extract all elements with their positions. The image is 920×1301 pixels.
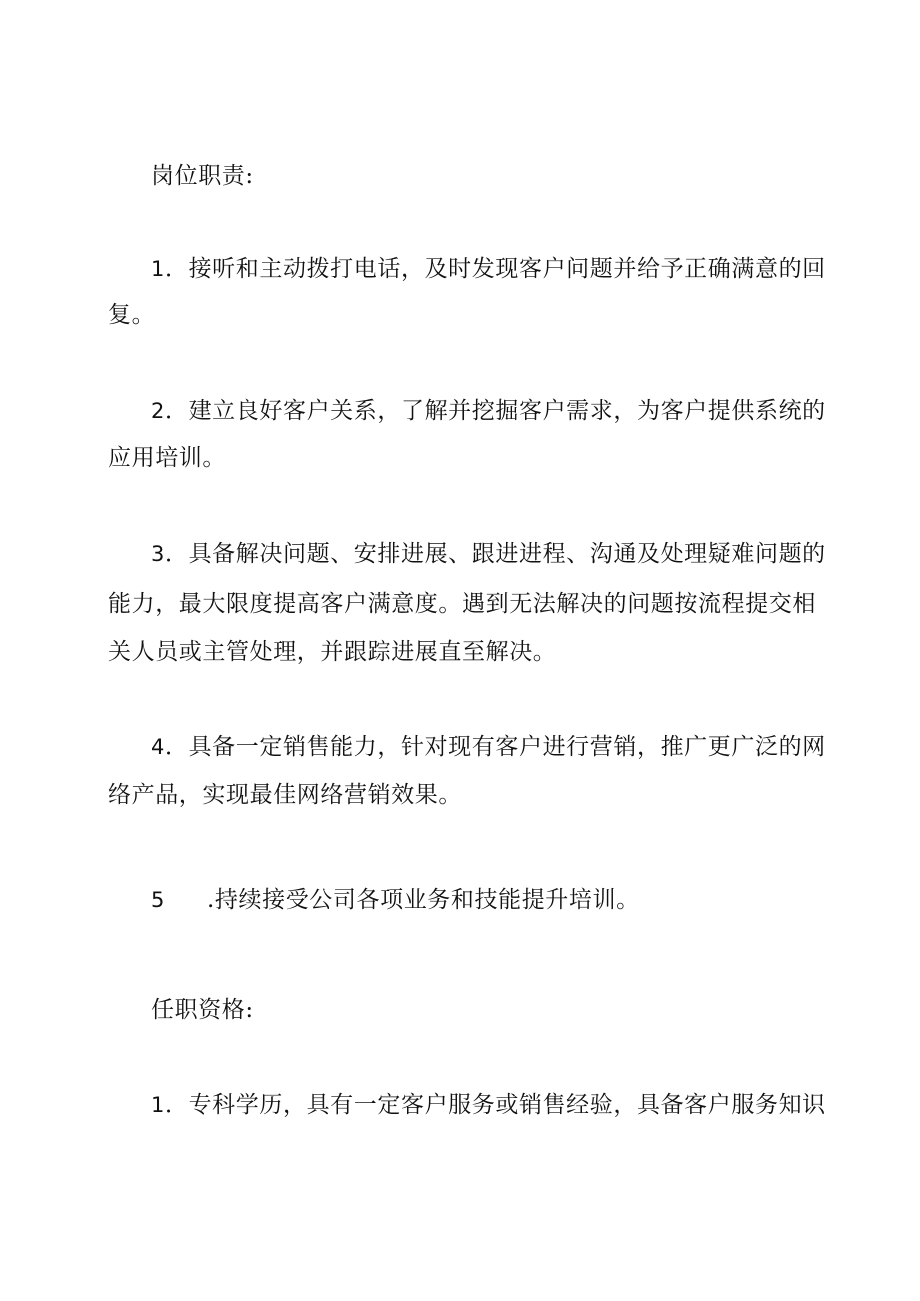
duty-item-5-text-1: .持续接受公司各项业务和技能提升培训。 bbox=[207, 887, 640, 913]
duty-item-3-line-3 bbox=[108, 636, 808, 668]
duty-item-4-line-1 bbox=[151, 731, 851, 763]
duty-item-1-text-1: ．接听和主动拨打电话，及时发现客户问题并给予正确满意的回 bbox=[164, 256, 826, 282]
duty-item-4-text-1: ．具备一定销售能力，针对现有客户进行营销，推广更广泛的网 bbox=[164, 734, 826, 760]
duty-item-1-number: 1 bbox=[151, 257, 165, 281]
qualification-item-1-line-1 bbox=[151, 1089, 851, 1121]
duty-item-3-text-1: ．具备解决问题、安排进展、跟进进程、沟通及处理疑难问题的 bbox=[164, 541, 826, 567]
duty-item-2-number: 2 bbox=[151, 399, 165, 423]
duty-item-4-text-2: 络产品，实现最佳网络营销效果。 bbox=[108, 782, 462, 808]
duty-item-3-line-1 bbox=[151, 538, 851, 570]
duty-item-2-line-2 bbox=[108, 442, 808, 474]
duty-item-4-line-2 bbox=[108, 779, 808, 811]
duty-item-2-line-1 bbox=[151, 395, 851, 427]
duty-item-3-text-2: 能力，最大限度提高客户满意度。遇到无法解决的问题按流程提交相 bbox=[108, 591, 816, 617]
qualification-item-1-text-1: ．专科学历，具有一定客户服务或销售经验，具备客户服务知识 bbox=[164, 1092, 826, 1118]
duty-item-1-line-2 bbox=[108, 299, 808, 331]
qualifications-heading-text: 任职资格: bbox=[151, 997, 254, 1023]
duty-item-3-number: 3 bbox=[151, 542, 165, 566]
duty-item-2-text-2: 应用培训。 bbox=[108, 445, 226, 471]
duty-item-1-text-2: 复。 bbox=[108, 302, 156, 328]
qualifications-heading bbox=[151, 994, 851, 1026]
qualification-item-1-number: 1 bbox=[151, 1093, 165, 1117]
duties-heading-text: 岗位职责: bbox=[151, 163, 254, 189]
duties-heading bbox=[151, 160, 851, 192]
duty-item-4-number: 4 bbox=[151, 735, 165, 759]
duty-item-5-line-1 bbox=[151, 884, 851, 916]
duty-item-2-text-1: ．建立良好客户关系，了解并挖掘客户需求，为客户提供系统的 bbox=[164, 398, 826, 424]
duty-item-3-line-2 bbox=[108, 588, 816, 620]
duty-item-3-text-3: 关人员或主管处理，并跟踪进展直至解决。 bbox=[108, 639, 557, 665]
duty-item-1-line-1 bbox=[151, 253, 851, 285]
duty-item-5-number: 5 bbox=[151, 888, 165, 912]
